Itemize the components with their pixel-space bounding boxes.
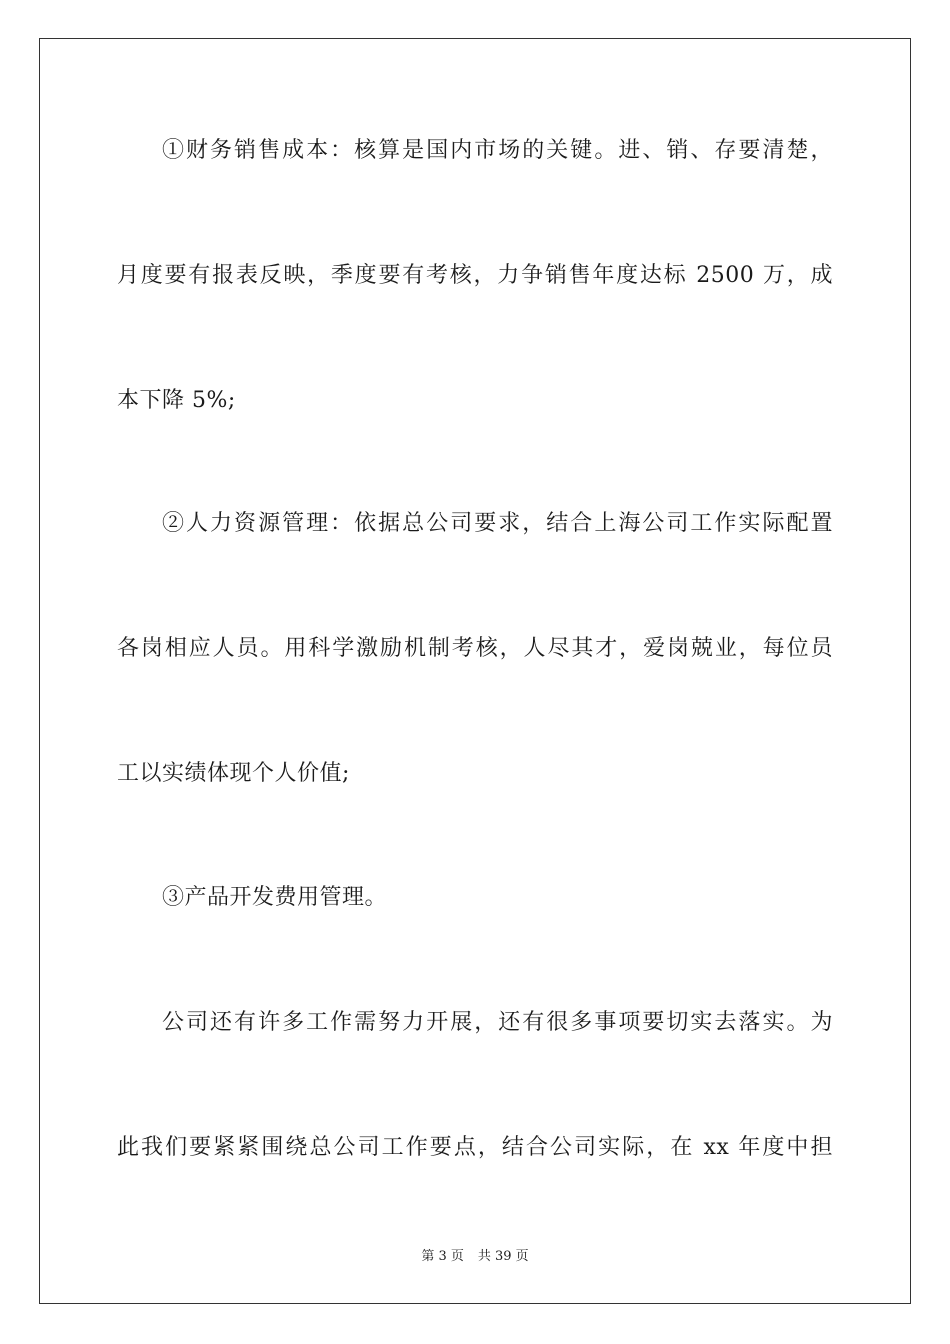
paragraph-line: 此我们要紧紧围绕总公司工作要点，结合公司实际，在 xx 年度中担 (117, 1135, 833, 1160)
page-total: 共 39 页 (477, 1249, 529, 1264)
paragraph-line: 公司还有许多工作需努力开展，还有很多事项要切实去落实。为 (162, 1010, 833, 1035)
paragraph-line: 本下降 5%; (117, 388, 236, 413)
paragraph-line: ①财务销售成本：核算是国内市场的关键。进、销、存要清楚， (162, 138, 833, 163)
paragraph-line: ③产品开发费用管理。 (162, 885, 388, 910)
paragraph-line: 各岗相应人员。用科学激励机制考核，人尽其才，爱岗兢业，每位员 (117, 636, 833, 661)
paragraph-line: ②人力资源管理：依据总公司要求，结合上海公司工作实际配置 (162, 511, 833, 536)
paragraph-line: 工以实绩体现个人价值; (117, 761, 350, 786)
page-border (39, 38, 911, 1304)
page-footer (0, 1248, 950, 1266)
page-number: 第 3 页 (421, 1249, 464, 1264)
paragraph-line: 月度要有报表反映，季度要有考核，力争销售年度达标 2500 万，成 (117, 263, 833, 288)
